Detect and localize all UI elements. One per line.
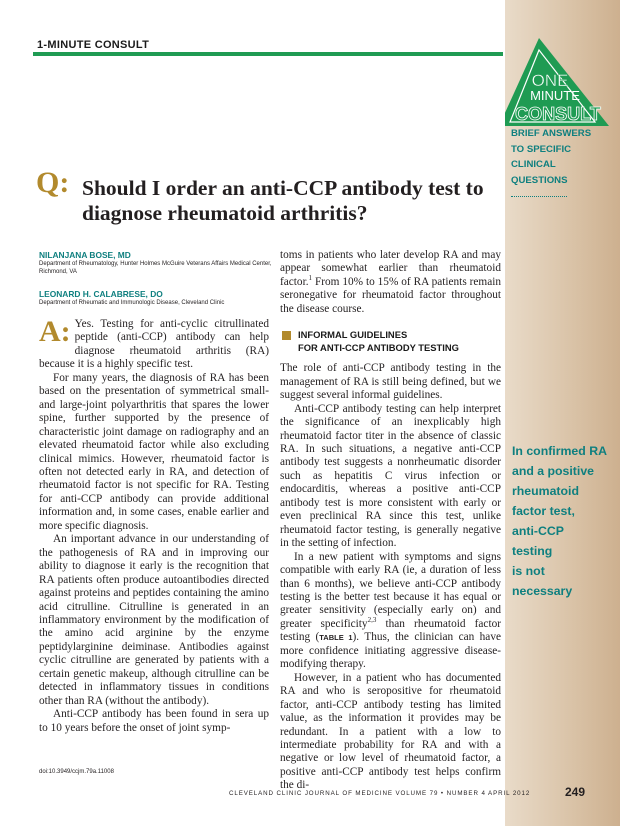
pull-quote-line: and a positive [512, 464, 595, 478]
tagline-line: QUESTIONS [511, 174, 568, 186]
subhead-line: FOR ANTI-CCP ANTIBODY TESTING [298, 341, 459, 353]
body-text: toms in patients who later develop RA and may appear somewhat earlier than rheumatoid factor. [280, 249, 501, 288]
body-paragraph: For many years, the diagnosis of RA has been based on the presentation of symmetrical small- and large-joint polyarthritis that spares the lower spine, further supported by the presence of characteristic joint damage on radiography and an elevated rheumatoid factor while also excluding clinical mimics. However, rheumatoid factor is often not detected early in RA, and detection of rheumatoid factor is not specific for RA. Testing for anti-CCP antibody can provide additional information and, in some cases, enable earlier and more specific diagnosis. [39, 371, 269, 532]
body-paragraph: Anti-CCP antibody testing can help interpret the significance of an inexplicably high rheumatoid factor titer in the absence of classic RA. In such situations, a negative anti-CCP antibody test suggests a nonrheumatic disorder such as hepatitis C virus infection or endocarditis, whereas a positive anti-CCP antibody test is more consistent with early or even preclinical RA since this test, unlike rheumatoid factor testing, is generally negative in the setting of infection. [280, 402, 501, 550]
reference-marker[interactable]: 2,3 [367, 616, 377, 625]
pull-quote [512, 441, 607, 601]
pull-quote-line: anti-CCP testing [512, 524, 564, 558]
subhead-square-icon [282, 331, 291, 340]
tagline-line: BRIEF ANSWERS [511, 128, 592, 139]
body-paragraph: An important advance in our understanding of the pathogenesis of RA and in improving our ability to diagnose it early is the recognition that RA patients often produce autoantibodies directed against proteins and peptides containing the amino acid citrulline. Citrulline is generated in an inflammatory environment by the modification of the amino acid arginine by the enzyme peptidylarginine deiminase. Antibodies against cyclic citrulline are generated by patients with a certain genetic makeup, although citrulline can be detected in inflammatory tissues in conditions other than RA (without the antibody). [39, 533, 269, 707]
section-label: 1-MINUTE CONSULT [37, 39, 150, 51]
answer-text: Yes. Testing for anti-cyclic citrullinated peptide (anti-CCP) antibody can help diagnose rheumatoid arthritis (RA) because it is a highly specific test. [39, 318, 269, 371]
body-text: ). Thus, the clinician can have more confidence initiating aggressive disease-modifying therapy. [280, 631, 501, 671]
doi-text: doi:10.3949/ccjm.79a.11008 [39, 769, 114, 775]
logo-minute: MINUTE [530, 88, 580, 103]
tagline-divider [511, 196, 567, 197]
logo-one: ONE [531, 71, 569, 90]
author-name: LEONARD H. CALABRESE, DO [39, 289, 163, 299]
page-number: 249 [565, 785, 586, 799]
body-paragraph: However, in a patient who has documented RA and who is seropositive for rheumatoid factor, anti-CCP antibody testing has limited value, as the information it provides may be redundant. In a patient with a low to intermediate probability for RA and with a negative or low level of rheumatoid factor, a positive anti-CCP antibody test helps confirm the di- [280, 671, 501, 792]
author-affiliation: Department of Rheumatic and Immunologic Disease, Cleveland Clinic [39, 300, 225, 306]
body-text: than rheumatoid factor testing ( [280, 617, 501, 644]
body-paragraph: Anti-CCP antibody has been found in sera up to 10 years before the onset of joint symp- [39, 708, 269, 734]
reference-marker[interactable]: 1 [308, 274, 313, 283]
body-text: In a new patient with symptoms and signs compatible with early RA (ie, a duration of less than 6 months), we believe anti-CCP antibody testing is the better test because it has equal or greater sensitivity (especially early on) and greater specificity [280, 550, 501, 630]
table-reference-link[interactable]: TABLE 1 [319, 633, 353, 643]
author-name: NILANJANA BOSE, MD [39, 250, 131, 260]
body-paragraph [280, 249, 501, 316]
pull-quote-line: rheumatoid [512, 484, 579, 498]
tagline-line: CLINICAL [511, 159, 556, 171]
answer-paragraph [39, 315, 269, 372]
column-right [280, 249, 501, 793]
answer-label: A: [39, 315, 71, 348]
pull-quote-line: is not necessary [512, 564, 573, 598]
body-text: From 10% to 15% of RA patients remain seronegative for rheumatoid factor throughout the disease course. [280, 275, 501, 315]
question-label: Q: [36, 166, 70, 199]
section-subhead [280, 329, 501, 354]
article-title: Should I order an anti-CCP antibody test to diagnose rheumatoid arthritis? [82, 176, 484, 225]
pull-quote-line: In confirmed RA [512, 444, 607, 458]
one-minute-consult-logo [505, 36, 611, 126]
brief-answers-tagline [511, 126, 606, 188]
pull-quote-line: factor test, [512, 504, 575, 518]
header-rule [33, 52, 503, 56]
logo-consult: CONSULT [515, 104, 601, 124]
subhead-line: INFORMAL GUIDELINES [298, 329, 408, 341]
body-paragraph [280, 551, 501, 672]
tagline-line: TO SPECIFIC [511, 143, 572, 155]
journal-footer: CLEVELAND CLINIC JOURNAL OF MEDICINE VOLUME 79 • NUMBER 4 APRIL 2012 [229, 790, 531, 797]
author-affiliation: Department of Rheumatology, Hunter Holmes McGuire Veterans Affairs Medical Center, Richmond, VA [39, 261, 272, 276]
body-paragraph: The role of anti-CCP antibody testing in the management of RA is still being defined, but we suggest several informal guidelines. [280, 362, 501, 402]
column-left [39, 315, 269, 735]
